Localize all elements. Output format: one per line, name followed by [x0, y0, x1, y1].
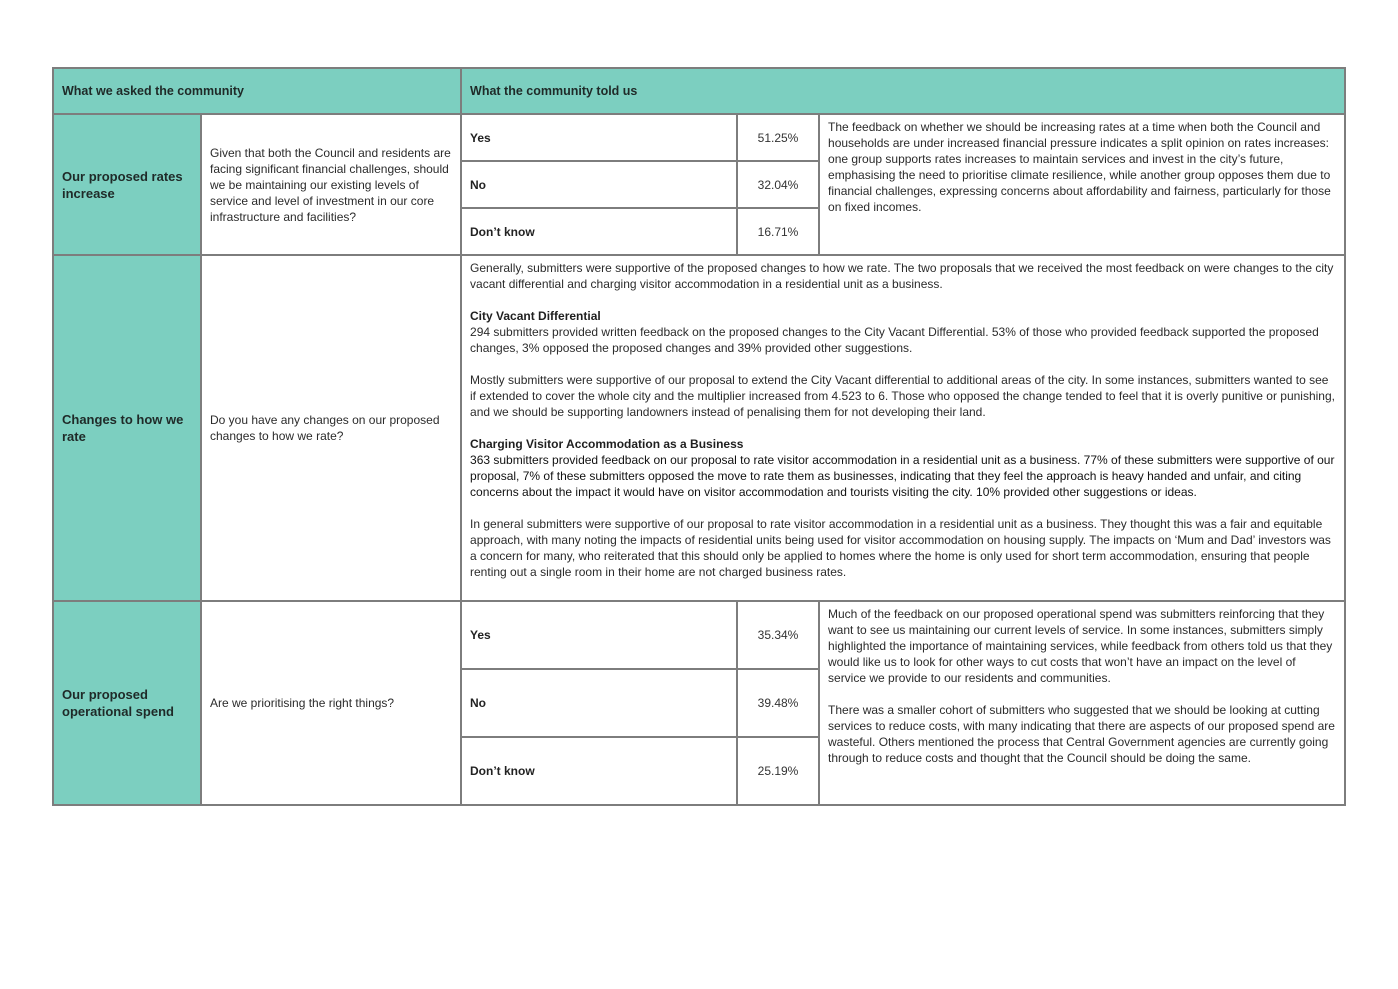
question-rating-changes: Do you have any changes on our proposed changes to how we rate? — [201, 255, 461, 601]
cvd-paragraph — [470, 308, 1336, 356]
question-rates-increase: Given that both the Council and residents are facing significant financial challenges, should we be maintaining our existing levels of service and level of investment in our core infrastructure and facilities? — [201, 114, 461, 255]
feedback-rates-increase: The feedback on whether we should be increasing rates at a time when both the Council and households are under increased financial pressure indicates a split opinion on rates increases: one group supports rates increases to maintain services and invest in the city’s future, emphasising the need to prioritise climate resilience, while another group opposes them due to financial challenges, expressing concerns about affordability and fairness, particularly for those on fixed incomes. — [819, 114, 1345, 255]
option-label: No — [461, 161, 737, 208]
feedback-rating-changes — [461, 255, 1345, 601]
option-percent: 25.19% — [737, 737, 819, 805]
cva-heading: Charging Visitor Accommodation as a Business — [470, 437, 744, 451]
topic-rates-increase: Our proposed rates increase — [53, 114, 201, 255]
cvd-heading: City Vacant Differential — [470, 309, 601, 323]
option-label: Don’t know — [461, 737, 737, 805]
feedback-intro: Generally, submitters were supportive of the proposed changes to how we rate. The two proposals that we received the most feedback on were changes to the city vacant differential and charging visitor accommodation in a residential unit as a business. — [470, 261, 1334, 291]
header-row — [53, 68, 1345, 114]
header-told: What the community told us — [461, 68, 1345, 114]
rates-row-yes — [53, 114, 1345, 161]
header-asked: What we asked the community — [53, 68, 461, 114]
opspend-feedback-2: There was a smaller cohort of submitters who suggested that we should be looking at cutting services to reduce costs, with many indicating that there are aspects of our proposed spend are wasteful. Others mentioned the process that Central Government agencies are currently going through to reduce costs and thought that the Council should be doing the same. — [828, 703, 1335, 765]
topic-operational-spend: Our proposed operational spend — [53, 601, 201, 805]
cva-text: 363 submitters provided feedback on our proposal to rate visitor accommodation in a residential unit as a business. 77% of these submitters were supportive of our proposal, 7% of these submitters opposed the move to rate them as businesses, indicating that they feel the approach is heavy handed and unfair, and citing concerns about the impact it would have on visitor accommodation and tourists visiting the city. 10% provided other suggestions or ideas. — [470, 453, 1335, 499]
option-label: Yes — [461, 114, 737, 161]
opspend-feedback-1: Much of the feedback on our proposed operational spend was submitters reinforcing that they want to see us maintaining our current levels of service. In some instances, submitters simply highlighted the importance of maintaining services, while feedback from others told us that they would like us to look for other ways to cut costs that won’t have an impact on the level of service we provide to our residents and communities. — [828, 607, 1333, 685]
cva-paragraph — [470, 436, 1336, 500]
opspend-row-yes — [53, 601, 1345, 669]
rating-changes-row — [53, 255, 1345, 601]
option-label: Yes — [461, 601, 737, 669]
question-operational-spend: Are we prioritising the right things? — [201, 601, 461, 805]
option-percent: 32.04% — [737, 161, 819, 208]
cva-text-2: In general submitters were supportive of our proposal to rate visitor accommodation in a residential unit as a business. They thought this was a fair and equitable approach, with many noting the impacts of residential units being used for visitor accommodation on housing supply. The impacts on ‘Mum and Dad’ investors was a concern for many, who reiterated that this should only be applied to homes where the home is only used for short term accommodation, ensuring that people renting out a single room in their home are not charged business rates. — [470, 517, 1331, 579]
topic-rating-changes: Changes to how we rate — [53, 255, 201, 601]
cvd-text-2: Mostly submitters were supportive of our proposal to extend the City Vacant differential to additional areas of the city. In some instances, submitters wanted to see if extended to cover the whole city and the multiplier increased from 4.523 to 6. Those who opposed the change tended to feel that it is overly punitive or punishing, and we should be supporting landowners instead of penalising them for not developing their land. — [470, 373, 1335, 419]
consultation-table — [52, 67, 1346, 806]
feedback-operational-spend — [819, 601, 1345, 805]
option-label: Don’t know — [461, 208, 737, 255]
option-percent: 51.25% — [737, 114, 819, 161]
cvd-text: 294 submitters provided written feedback on the proposed changes to the City Vacant Differential. 53% of those who provided feedback supported the proposed changes, 3% opposed the proposed changes and 39% provided other suggestions. — [470, 325, 1319, 355]
option-label: No — [461, 669, 737, 737]
option-percent: 39.48% — [737, 669, 819, 737]
option-percent: 35.34% — [737, 601, 819, 669]
option-percent: 16.71% — [737, 208, 819, 255]
